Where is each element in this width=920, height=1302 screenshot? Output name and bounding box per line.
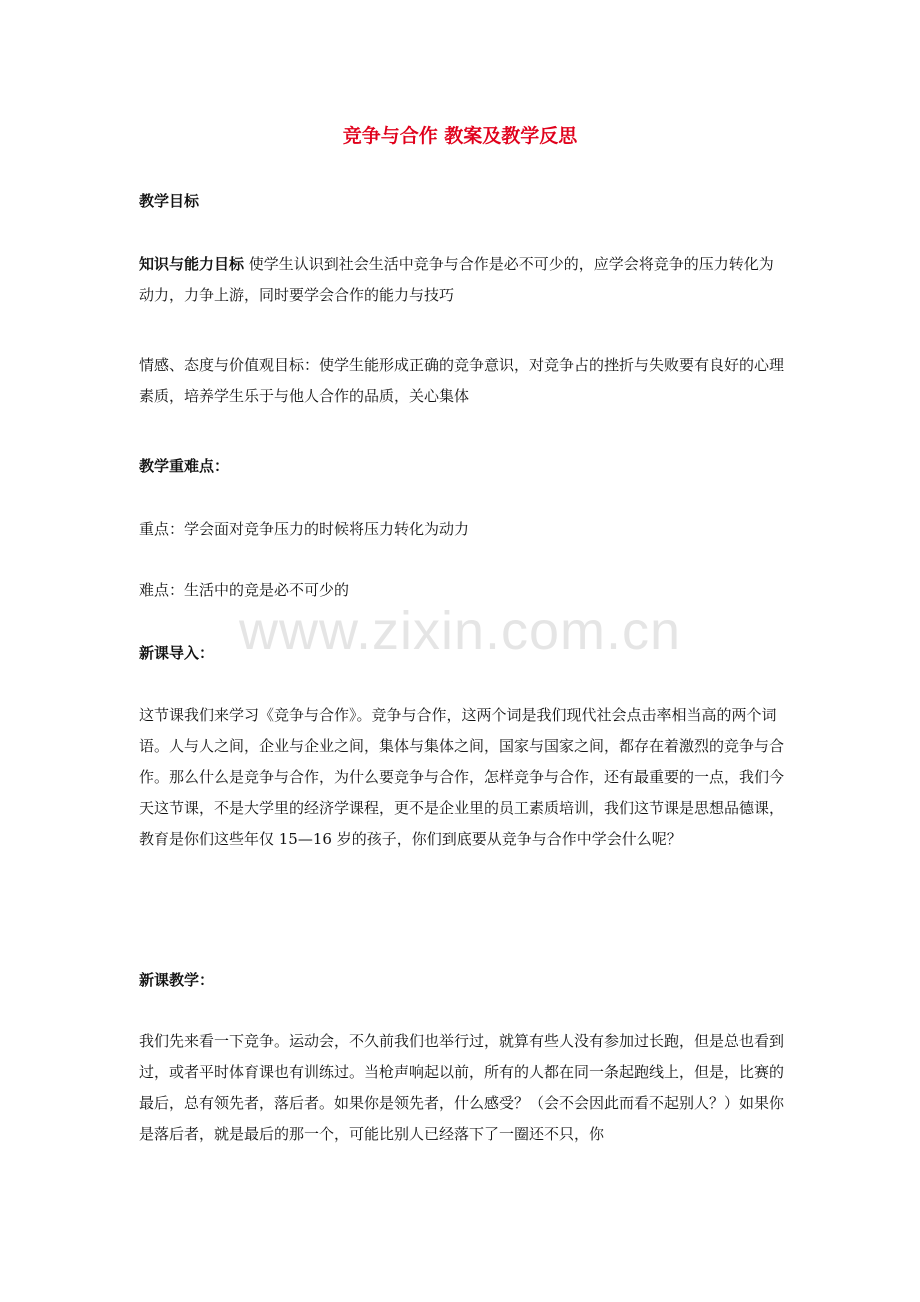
teaching-heading: 新课教学： bbox=[139, 971, 215, 989]
key-point-text: 重点：学会面对竞争压力的时候将压力转化为动力 bbox=[139, 520, 470, 538]
knowledge-objective-paragraph bbox=[139, 249, 784, 311]
difficult-point-text: 难点：生活中的竞是必不可少的 bbox=[139, 581, 350, 599]
intro-paragraph: 这节课我们来学习《竞争与合作》。竞争与合作，这两个词是我们现代社会点击率相当高的两个词语。人与人之间，企业与企业之间，集体与集体之间，国家与国家之间，都存在着激烈的竞争与合作。那么什么是竞争与合作，为什么要竞争与合作，怎样竞争与合作，还有最重要的一点，我们今天这节课，不是大学里的经济学课程，更不是企业里的员工素质培训，我们这节课是思想品德课，教育是你们这些年仅 15—16 岁的孩子，你们到底要从竞争与合作中学会什么呢？ bbox=[139, 706, 785, 848]
attitude-objective-paragraph: 情感、态度与价值观目标：使学生能形成正确的竞争意识，对竞争占的挫折与失败要有良好的心理素质，培养学生乐于与他人合作的品质，关心集体 bbox=[139, 356, 785, 405]
document-title: 竞争与合作 教案及教学反思 bbox=[342, 125, 578, 147]
teaching-paragraph: 我们先来看一下竞争。运动会，不久前我们也举行过，就算有些人没有参加过长跑，但是总也看到过，或者平时体育课也有训练过。当枪声响起以前，所有的人都在同一条起跑线上，但是，比赛的最后，总有领先者，落后者。如果你是领先者，什么感受？（会不会因此而看不起别人？）如果你是落后者，就是最后的那一个，可能比别人已经落下了一圈还不只，你 bbox=[139, 1032, 785, 1143]
intro-heading: 新课导入： bbox=[139, 644, 215, 662]
knowledge-objective-label: 知识与能力目标 bbox=[139, 255, 245, 273]
key-points-heading: 教学重难点： bbox=[139, 457, 230, 475]
site-watermark: www.zixin.com.cn bbox=[238, 601, 682, 661]
knowledge-objective-text: 使学生认识到社会生活中竞争与合作是必不可少的，应学会将竞争的压力转化为动力，力争上游，同时要学会合作的能力与技巧 bbox=[139, 255, 774, 304]
objectives-heading: 教学目标 bbox=[139, 192, 200, 210]
